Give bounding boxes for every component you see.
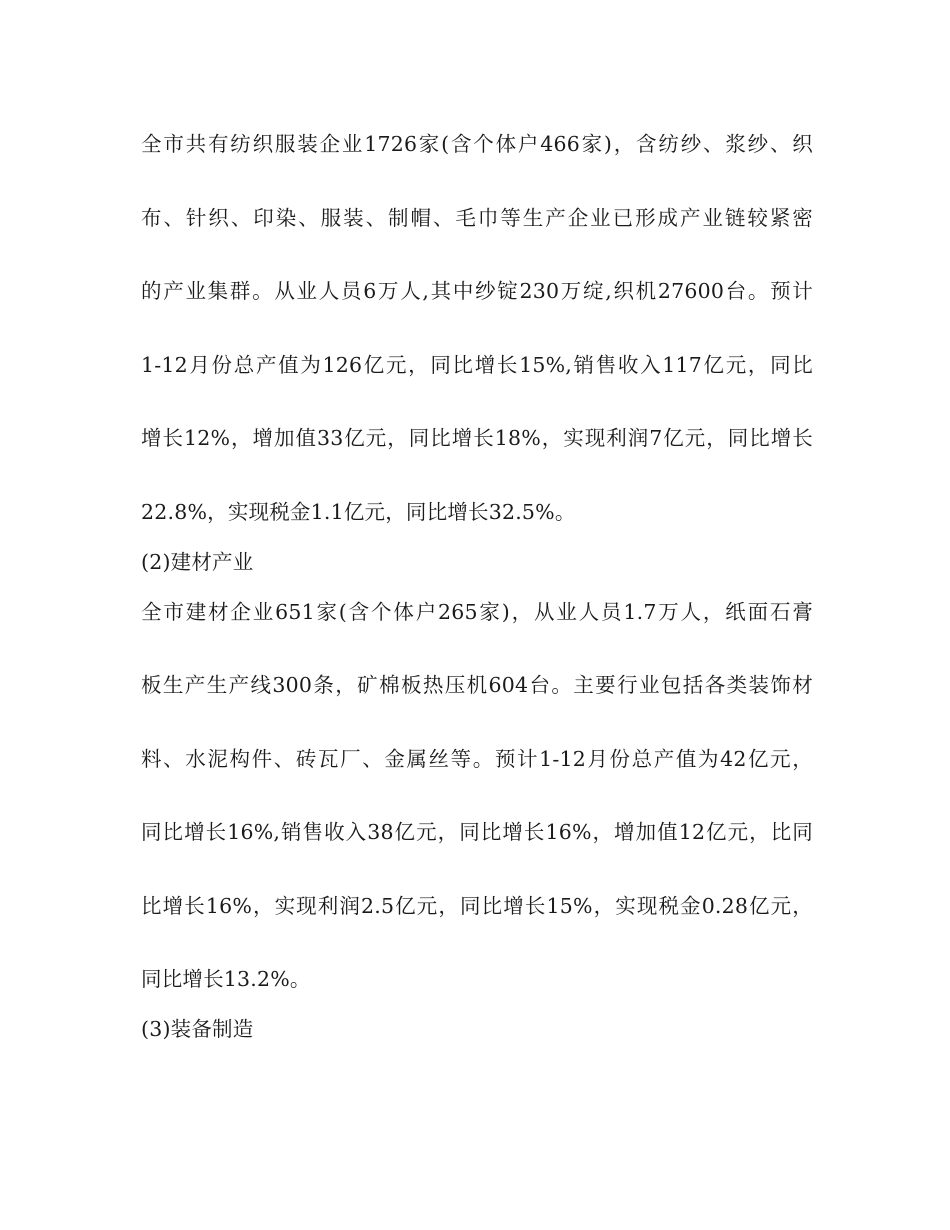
text-line: 22.8%，实现税金1.1亿元，同比增长32.5%。: [141, 499, 576, 524]
section-heading-equipment-manufacturing: (3)装备制造: [141, 1017, 254, 1041]
text-line: 同比增长16%,销售收入38亿元，同比增长16%，增加值12亿元，比同: [141, 820, 813, 844]
text-line: 全市共有纺织服装企业1726家(含个体户466家)，含纺纱、浆纱、织: [141, 132, 813, 156]
text-line: 布、针织、印染、服装、制帽、毛巾等生产企业已形成产业链较紧密: [141, 205, 813, 230]
text-line: 料、水泥构件、砖瓦厂、金属丝等。预计1-12月份总产值为42亿元，: [141, 746, 813, 771]
text-line: 比增长16%，实现利润2.5亿元，同比增长15%，实现税金0.28亿元，: [141, 893, 813, 918]
text-line: 1-12月份总产值为126亿元，同比增长15%,销售收入117亿元，同比: [141, 352, 813, 377]
text-line: 全市建材企业651家(含个体户265家)，从业人员1.7万人，纸面石膏: [141, 599, 813, 624]
paragraph-building-materials: [141, 592, 813, 1010]
text-line: 增长12%，增加值33亿元，同比增长18%，实现利润7亿元，同比增长: [141, 426, 813, 450]
section-heading-building-materials: (2)建材产业: [141, 549, 254, 574]
text-line: 同比增长13.2%。: [141, 967, 311, 991]
document-body: [141, 124, 813, 1059]
text-line: 板生产生产线300条，矿棉板热压机604台。主要行业包括各类装饰材: [141, 673, 813, 697]
paragraph-textile: [141, 124, 813, 542]
text-line: 的产业集群。从业人员6万人,其中纱锭230万绽,织机27600台。预计: [141, 279, 813, 303]
